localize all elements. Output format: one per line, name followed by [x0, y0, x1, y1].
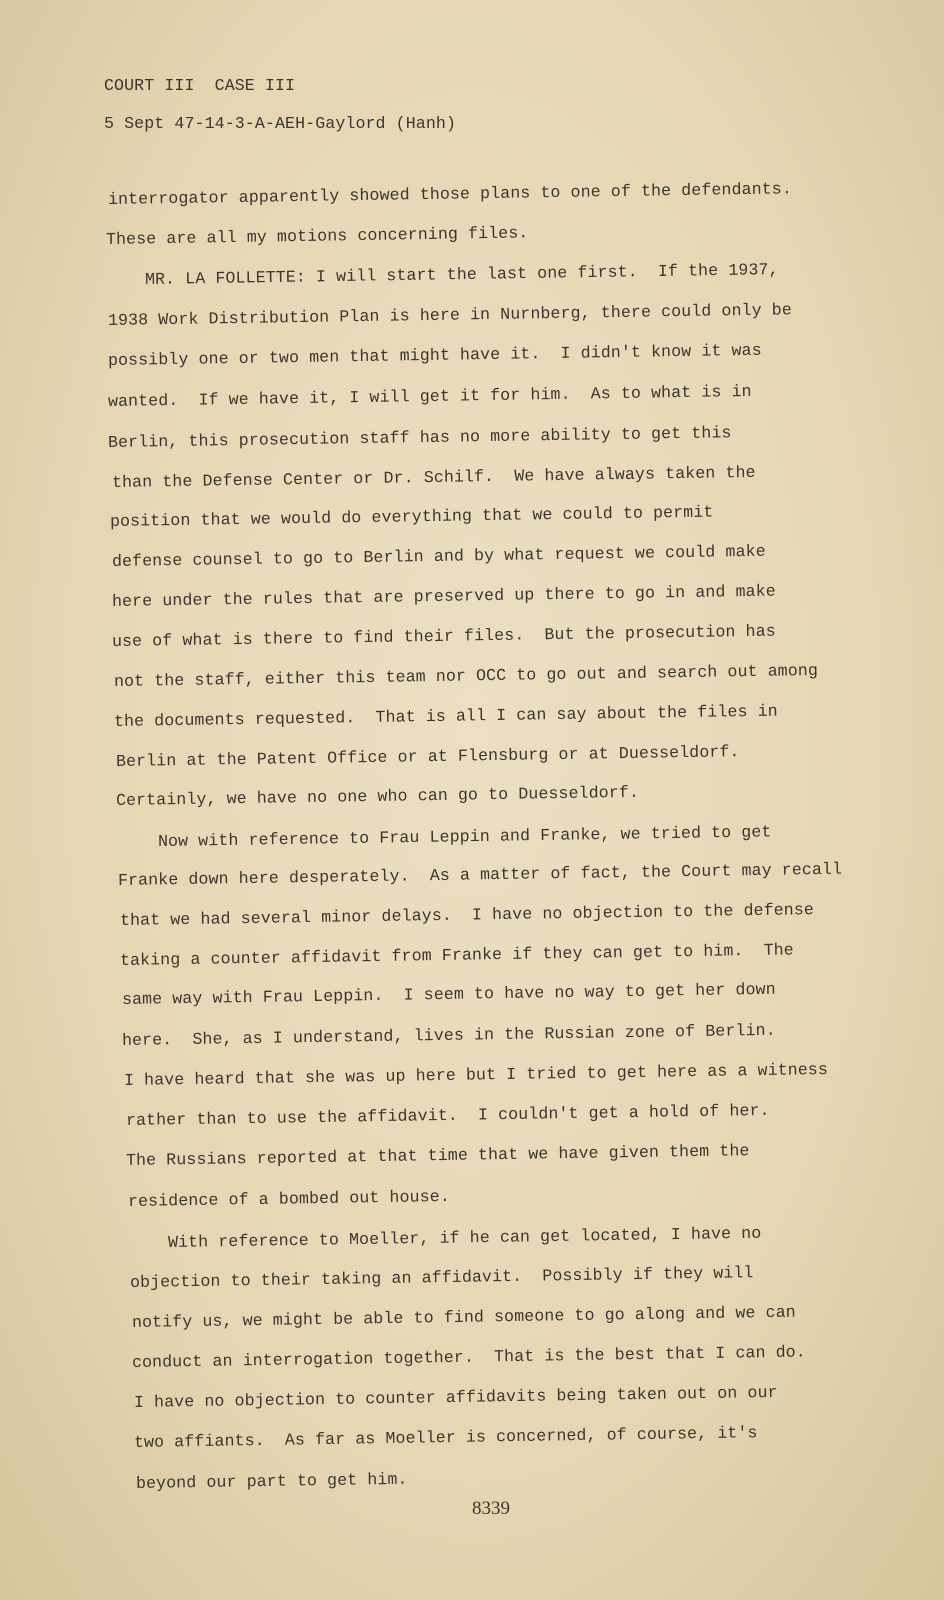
- text-line: residence of a bombed out house.: [127, 1186, 450, 1211]
- text-line: I have no objection to counter affidavits being taken out on our: [133, 1382, 778, 1412]
- text-line: Certainly, we have no one who can go to Duesseldorf.: [115, 782, 640, 810]
- text-line: 1938 Work Distribution Plan is here in Nurnberg, there could only be: [107, 300, 793, 330]
- text-line: defense counsel to go to Berlin and by what request we could make: [111, 541, 766, 571]
- text-line: Now with reference to Frau Leppin and Franke, we tried to get: [157, 822, 772, 851]
- text-line: same way with Frau Leppin. I seem to have no way to get her down: [121, 979, 776, 1009]
- text-line: interrogator apparently showed those plans to one of the defendants.: [107, 179, 793, 209]
- header-court: COURT III CASE III: [104, 76, 296, 95]
- text-line: wanted. If we have it, I will get it for him. As to what is in: [107, 381, 752, 411]
- text-line: MR. LA FOLLETTE: I will start the last one first. If the 1937,: [144, 260, 779, 289]
- text-line: use of what is there to find their files. But the prosecution has: [111, 621, 776, 651]
- text-line: Franke down here desperately. As a matter of fact, the Court may recall: [117, 859, 843, 890]
- text-line: not the staff, either this team nor OCC to go out and search out among: [113, 660, 819, 691]
- text-line: rather than to use the affidavit. I couldn't get a hold of her.: [125, 1100, 770, 1130]
- text-line: objection to their taking an affidavit. Possibly if they will: [129, 1263, 754, 1292]
- header-session: 5 Sept 47-14-3-A-AEH-Gaylord (Hanh): [104, 114, 457, 133]
- text-line: position that we would do everything that we could to permit: [109, 502, 714, 531]
- text-line: Berlin, this prosecution staff has no more ability to get this: [107, 423, 732, 452]
- text-line: than the Defense Center or Dr. Schilf. We have always taken the: [111, 462, 756, 492]
- text-line: the documents requested. That is all I can say about the files in: [113, 701, 778, 731]
- text-line: notify us, we might be able to find someone to go along and we can: [131, 1302, 796, 1332]
- text-line: The Russians reported at that time that we have given them the: [125, 1141, 750, 1170]
- text-line: I have heard that she was up here but I tried to get here as a witness: [123, 1059, 829, 1090]
- text-line: taking a counter affidavit from Franke if they can get to him. The: [119, 940, 794, 970]
- text-line: possibly one or two men that might have it. I didn't know it was: [107, 340, 762, 370]
- text-line: With reference to Moeller, if he can get located, I have no: [167, 1223, 762, 1252]
- page-number: 8339: [472, 1498, 510, 1519]
- text-line: here under the rules that are preserved up there to go in and make: [111, 581, 776, 611]
- text-line: that we had several minor delays. I have no objection to the defense: [119, 900, 815, 930]
- text-line: conduct an interrogation together. That is the best that I can do.: [131, 1342, 806, 1372]
- text-line: Berlin at the Patent Office or at Flensburg or at Duesseldorf.: [115, 742, 740, 771]
- text-line: beyond our part to get him.: [135, 1469, 408, 1493]
- text-line: These are all my motions concerning files.: [105, 223, 529, 249]
- text-line: here. She, as I understand, lives in the Russian zone of Berlin.: [121, 1020, 776, 1050]
- text-line: two affiants. As far as Moeller is concerned, of course, it's: [133, 1423, 758, 1452]
